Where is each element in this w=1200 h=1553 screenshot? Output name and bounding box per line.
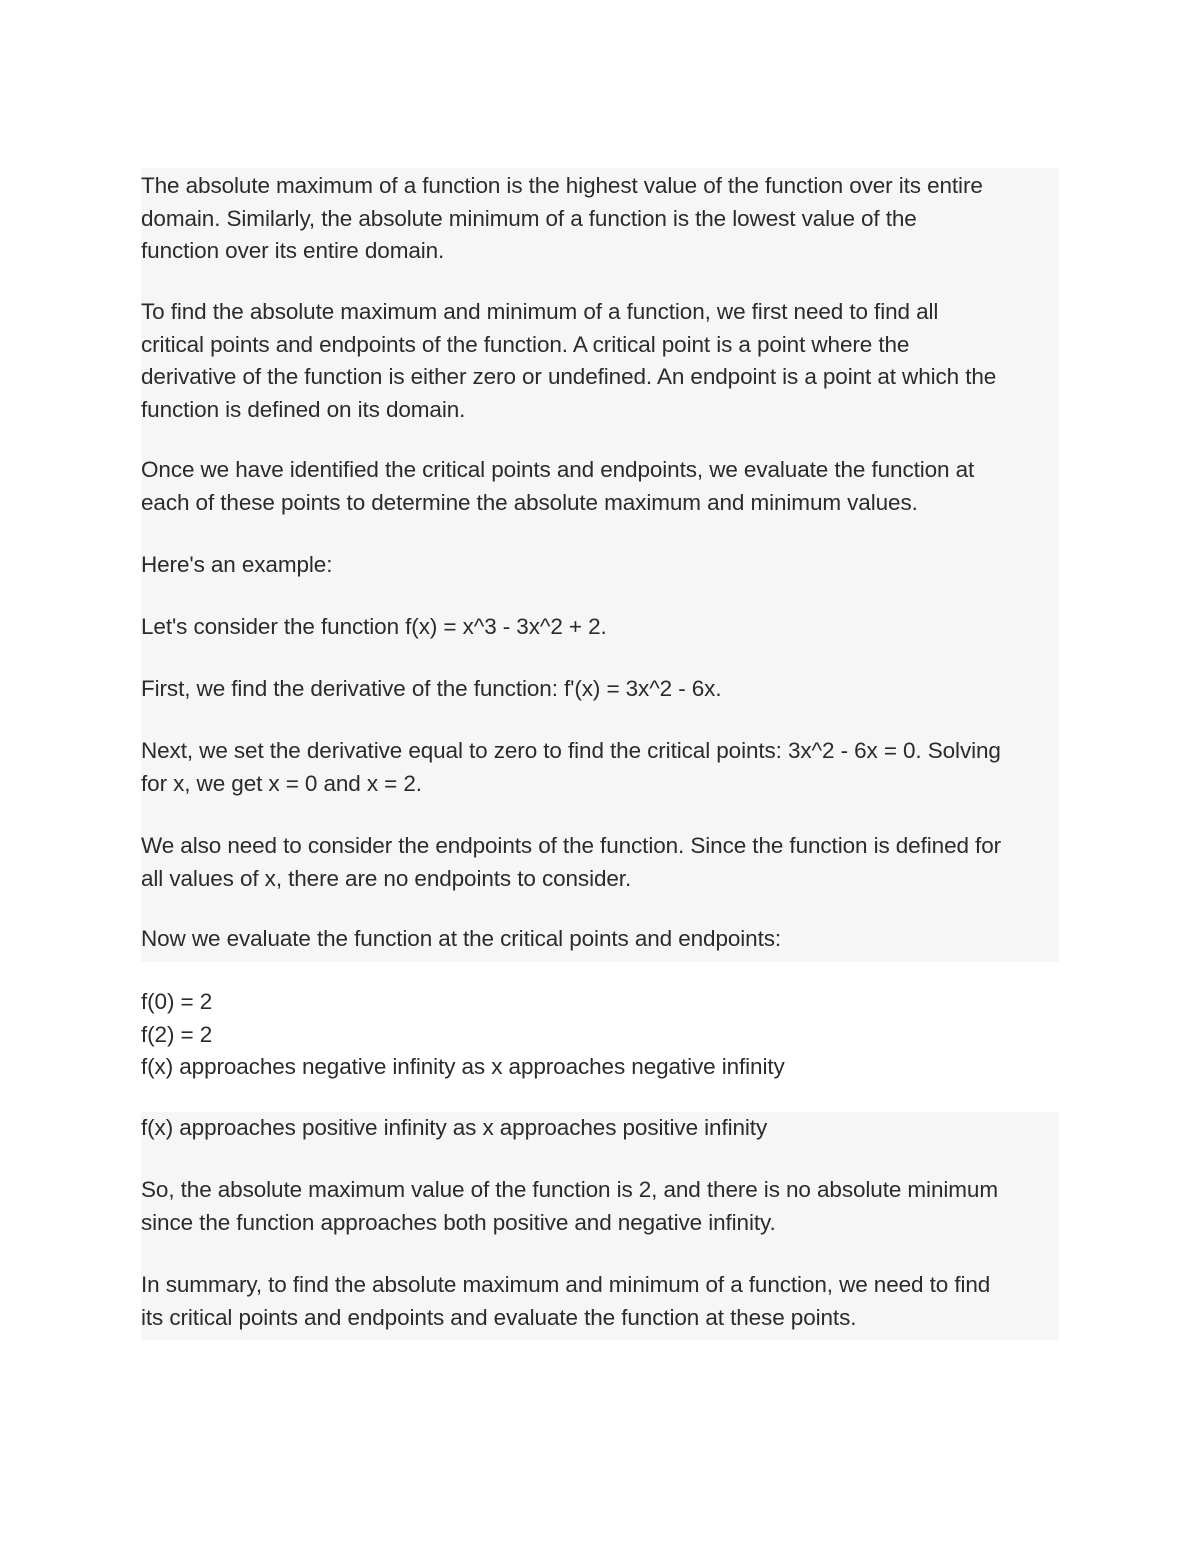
text-line: since the function approaches both positive and negative infinity. [141,1209,776,1235]
values-lines [141,986,1059,1084]
paragraph-function [141,611,1059,644]
paragraph-endpoints [141,830,1059,895]
paragraph-evaluate [141,454,1059,519]
value-line: f(2) = 2 [141,1021,213,1047]
text-line: each of these points to determine the absolute maximum and minimum values. [141,489,918,515]
paragraph-example-intro [141,549,1059,582]
text-line: Here's an example: [141,552,333,577]
text-line: f(x) approaches positive infinity as x approaches positive infinity [141,1115,768,1140]
text-line: Once we have identified the critical points and endpoints, we evaluate the function at [141,457,975,482]
paragraph-conclusion [141,1174,1059,1239]
paragraph-definition [141,170,1059,268]
text-line: its critical points and endpoints and evaluate the function at these points. [141,1304,857,1330]
text-line: To find the absolute maximum and minimum of a function, we first need to find all [141,299,939,324]
text-block-1 [141,168,1059,962]
paragraph-summary [141,1269,1059,1334]
text-line: for x, we get x = 0 and x = 2. [141,770,422,796]
text-line: function is defined on its domain. [141,396,466,422]
text-line: derivative of the function is either zero or undefined. An endpoint is a point at which the [141,364,997,389]
paragraph-positive-infinity [141,1112,1059,1145]
value-line: f(0) = 2 [141,989,213,1014]
text-line: Now we evaluate the function at the critical points and endpoints: [141,926,782,951]
text-line: Next, we set the derivative equal to zero to find the critical points: 3x^2 - 6x = 0. Solving [141,738,1001,763]
text-line: So, the absolute maximum value of the function is 2, and there is no absolute minimum [141,1177,998,1202]
value-line: f(x) approaches negative infinity as x approaches negative infinity [141,1054,785,1079]
paragraph-method [141,296,1059,426]
text-line: Let's consider the function f(x) = x^3 - 3x^2 + 2. [141,614,607,639]
text-line: critical points and endpoints of the function. A critical point is a point where the [141,331,910,357]
text-line: First, we find the derivative of the function: f'(x) = 3x^2 - 6x. [141,676,722,701]
text-line: We also need to consider the endpoints of the function. Since the function is defined for [141,833,1001,858]
text-line: domain. Similarly, the absolute minimum of a function is the lowest value of the [141,205,917,231]
text-line: function over its entire domain. [141,238,445,263]
paragraph-evaluate-points [141,923,1059,956]
paragraph-derivative [141,673,1059,706]
text-block-2 [141,1112,1059,1340]
text-line: The absolute maximum of a function is the highest value of the function over its entire [141,173,983,198]
text-line: In summary, to find the absolute maximum and minimum of a function, we need to find [141,1272,991,1297]
paragraph-critical-points [141,735,1059,800]
text-line: all values of x, there are no endpoints to consider. [141,865,632,891]
